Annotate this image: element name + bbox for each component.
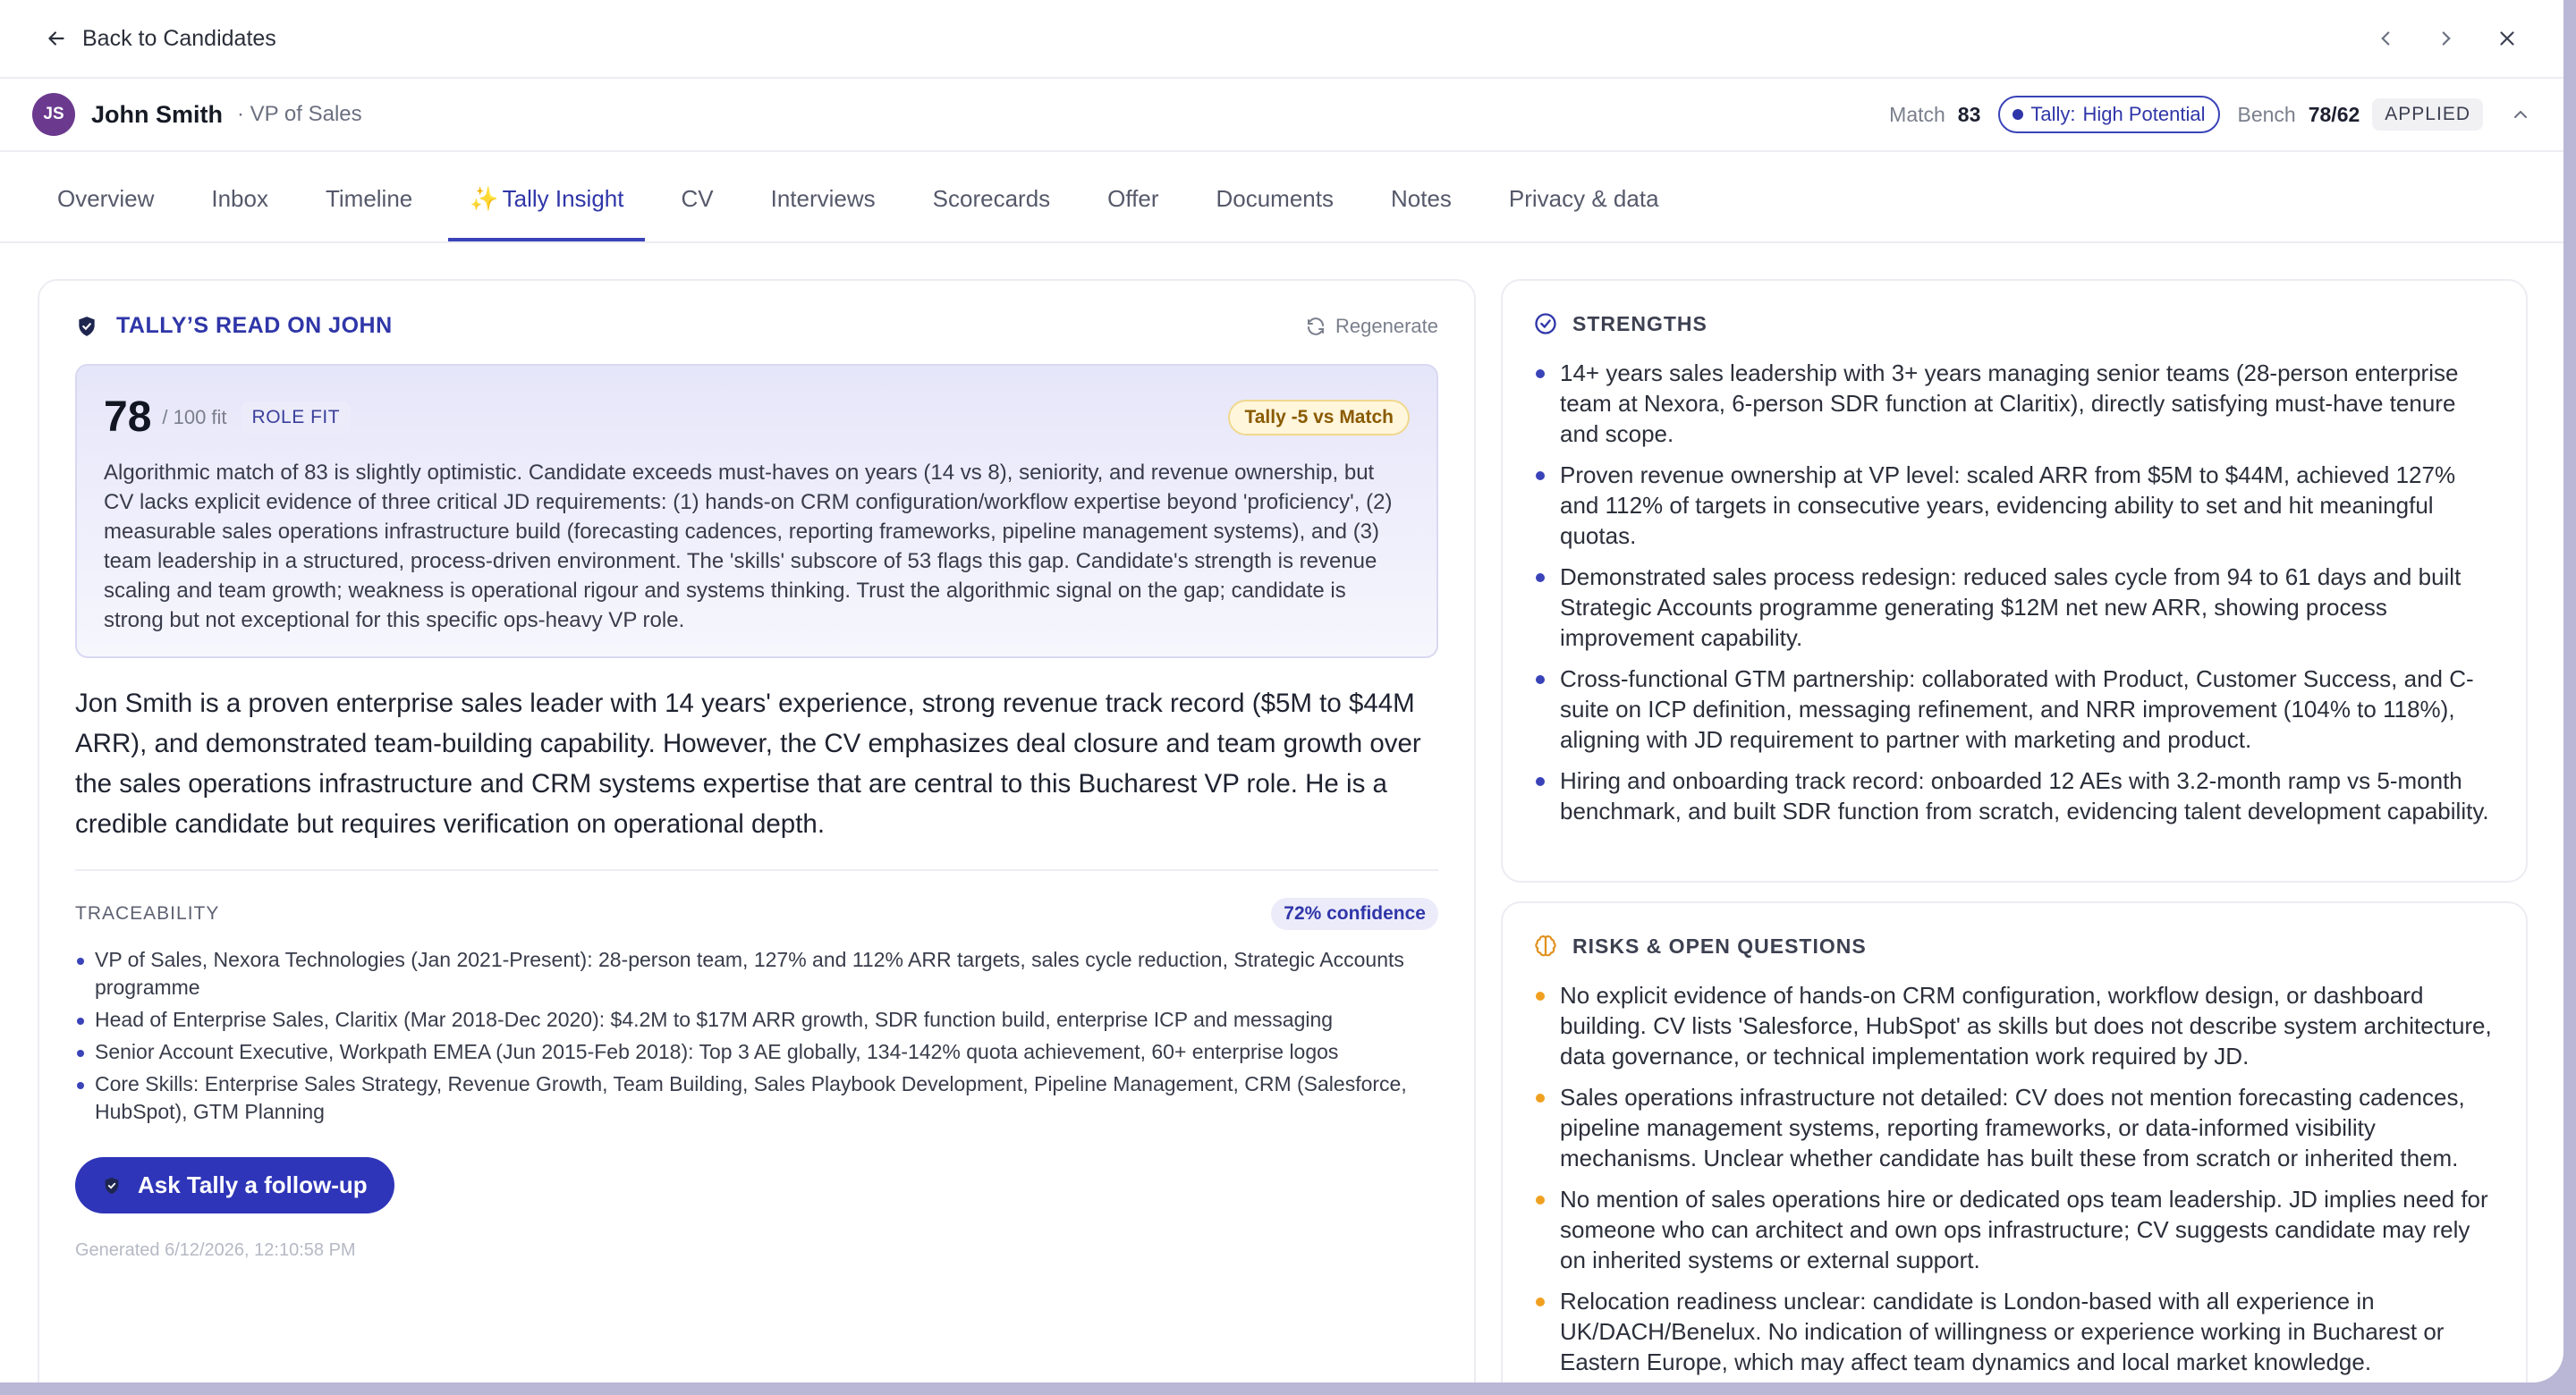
- role-fit-badge: ROLE FIT: [242, 402, 352, 434]
- tally-delta-badge: Tally -5 vs Match: [1228, 400, 1410, 435]
- match-value: 83: [1957, 102, 1981, 126]
- risks-card: [1501, 901, 2528, 1382]
- role-fit-header: [104, 393, 1410, 442]
- list-item: Core Skills: Enterprise Sales Strategy, Revenue Growth, Team Building, Sales Playbook Development, Pipeline Management, CRM (Salesforce, HubSpot), GTM Planning: [75, 1070, 1438, 1126]
- insight-title: TALLY’S READ ON JOHN: [116, 313, 393, 338]
- tab-overview[interactable]: Overview: [57, 185, 155, 212]
- list-item: No explicit evidence of hands-on CRM configuration, workflow design, or dashboard building. CV lists 'Salesforce, HubSpot' as skills but does not describe system architecture, data governance, or technical implementation work required by JD.: [1533, 980, 2496, 1071]
- divider: [75, 869, 1438, 871]
- back-to-candidates-link[interactable]: [45, 26, 276, 52]
- check-circle-icon: [1533, 311, 1558, 336]
- candidate-header: [0, 79, 2563, 152]
- list-item: Hiring and onboarding track record: onboarded 12 AEs with 3.2-month ramp vs 5-month benchmark, and built SDR function from scratch, evidencing talent development capability.: [1533, 765, 2496, 826]
- strengths-list: [1533, 358, 2496, 826]
- tab-documents[interactable]: Documents: [1216, 185, 1334, 212]
- traceability-title: TRACEABILITY: [75, 903, 220, 924]
- role-fit-panel: [75, 364, 1438, 658]
- list-item: Proven revenue ownership at VP level: scaled ARR from $5M to $44M, achieved 127% and 112% of targets in consecutive years, evidencing ability to set and hit meaningful quotas.: [1533, 460, 2496, 551]
- tab-cv[interactable]: CV: [681, 185, 714, 212]
- shield-icon: [102, 1176, 122, 1196]
- insight-card: [38, 279, 1476, 1382]
- tab-tally-insight[interactable]: [448, 185, 645, 241]
- list-item: No mention of sales operations hire or dedicated ops team leadership. JD implies need for someone who can architect and own ops infrastructure; CV suggests candidate may rely on inherited systems or external support.: [1533, 1184, 2496, 1275]
- regenerate-button[interactable]: [1305, 315, 1438, 338]
- strengths-card: [1501, 279, 2528, 883]
- back-label: Back to Candidates: [82, 25, 276, 51]
- risks-title: RISKS & OPEN QUESTIONS: [1572, 934, 1867, 958]
- tab-timeline[interactable]: Timeline: [325, 185, 413, 212]
- traceability-list: [75, 946, 1438, 1126]
- ask-tally-button[interactable]: [75, 1157, 394, 1213]
- strengths-header: [1533, 311, 2496, 336]
- generated-timestamp: Generated 6/12/2026, 12:10:58 PM: [75, 1240, 356, 1260]
- ask-tally-label: Ask Tally a follow-up: [138, 1171, 368, 1198]
- brain-icon: [1533, 934, 1558, 959]
- candidate-name: John Smith: [91, 100, 223, 128]
- tab-privacy-data[interactable]: Privacy & data: [1508, 185, 1659, 212]
- traceability-header: [75, 898, 1438, 930]
- tab-inbox[interactable]: Inbox: [211, 185, 268, 212]
- tab-interviews[interactable]: Interviews: [770, 185, 876, 212]
- list-item: Demonstrated sales process redesign: reduced sales cycle from 94 to 61 days and built Strategic Accounts programme generating $12M net new ARR, showing process improvement capability.: [1533, 562, 2496, 653]
- match-label: Match: [1889, 102, 1945, 126]
- bench-label: Bench: [2237, 102, 2296, 126]
- chevron-up-icon[interactable]: [2510, 104, 2531, 125]
- tab-offer[interactable]: Offer: [1107, 185, 1159, 212]
- chevron-right-icon[interactable]: [2435, 27, 2458, 50]
- list-item: Sales operations infrastructure not detailed: CV does not mention forecasting cadences, pipeline management systems, reporting frameworks, or data-informed visibility mechanisms. Unclear whether candidate has built these from scratch or inherited them.: [1533, 1082, 2496, 1173]
- list-item: Senior Account Executive, Workpath EMEA (Jun 2015-Feb 2018): Top 3 AE globally, 134-142% quota achievement, 60+ enterprise logos: [75, 1038, 1438, 1066]
- fit-explanation: Algorithmic match of 83 is slightly optimistic. Candidate exceeds must-haves on years (14 vs 8), seniority, and revenue ownership, but CV lacks explicit evidence of three critical JD requirements: (1) hands-on CRM configuration/workflow expertise beyond 'proficiency', (2) measurable sales operations infrastructure build (forecasting cadences, reporting frameworks, pipeline management systems), and (3) team leadership in a structured, process-driven environment. The 'skills' subscore of 53 flags this gap. Candidate's strength is revenue scaling and team growth; weakness is operational rigour and systems thinking. Trust the algorithmic signal on the gap; candidate is strong but not exceptional for this specific ops-heavy VP role.: [104, 461, 1393, 632]
- regenerate-label: Regenerate: [1335, 314, 1438, 337]
- list-item: Cross-functional GTM partnership: collaborated with Product, Customer Success, and C-suite on ICP definition, messaging refinement, and NRR improvement (104% to 118%), aligning with JD requirement to partner with marketing and product.: [1533, 664, 2496, 755]
- fit-scale: / 100 fit: [162, 405, 227, 428]
- avatar: JS: [32, 93, 75, 136]
- risks-list: [1533, 980, 2496, 1377]
- top-bar: [0, 0, 2563, 79]
- tally-label: Tally:: [2030, 103, 2076, 125]
- confidence-badge: 72% confidence: [1271, 898, 1438, 930]
- list-item: Relocation readiness unclear: candidate is London-based with all experience in UK/DACH/Benelux. No indication of willingness or experience working in Bucharest or Eastern Europe, which may affect team dynamics and local market knowledge.: [1533, 1286, 2496, 1377]
- arrow-left-icon: [45, 27, 68, 50]
- strengths-title: STRENGTHS: [1572, 311, 1707, 335]
- shield-icon: [75, 315, 98, 338]
- tally-badge[interactable]: [1998, 96, 2219, 133]
- tally-dot-icon: [2012, 109, 2023, 120]
- list-item: Head of Enterprise Sales, Claritix (Mar 2018-Dec 2020): $4.2M to $17M ARR growth, SDR function build, enterprise ICP and messaging: [75, 1006, 1438, 1034]
- risks-header: [1533, 934, 2496, 959]
- tab-scorecards[interactable]: Scorecards: [932, 185, 1051, 212]
- tab-bar: [0, 152, 2563, 243]
- insight-card-header: [75, 313, 1438, 339]
- candidate-meta: [1889, 96, 2531, 133]
- tab-tally-insight-label: Tally Insight: [502, 185, 624, 212]
- fit-score: 78: [104, 393, 152, 441]
- bench-value: 78/62: [2308, 102, 2360, 126]
- candidate-role: · VP of Sales: [237, 102, 362, 126]
- chevron-left-icon[interactable]: [2374, 27, 2397, 50]
- close-icon[interactable]: [2496, 27, 2519, 50]
- list-item: 14+ years sales leadership with 3+ years managing senior teams (28-person enterprise team at Nexora, 6-person SDR function at Claritix), directly satisfying must-have tenure and scope.: [1533, 358, 2496, 449]
- sparkle-icon: ✨: [470, 185, 499, 212]
- refresh-icon: [1305, 316, 1326, 337]
- tab-notes[interactable]: Notes: [1390, 185, 1452, 212]
- insight-summary: Jon Smith is a proven enterprise sales leader with 14 years' experience, strong revenue track record ($5M to $44M ARR), and demonstrated team-building capability. However, the CV emphasizes deal closure and team growth over the sales operations infrastructure and CRM systems expertise that are central to this Bucharest VP role. He is a credible candidate but requires verification on operational depth.: [75, 689, 1421, 839]
- tally-value: High Potential: [2082, 103, 2206, 125]
- list-item: VP of Sales, Nexora Technologies (Jan 2021-Present): 28-person team, 127% and 112% ARR targets, sales cycle reduction, Strategic Accounts programme: [75, 946, 1438, 1002]
- status-badge: APPLIED: [2372, 98, 2483, 131]
